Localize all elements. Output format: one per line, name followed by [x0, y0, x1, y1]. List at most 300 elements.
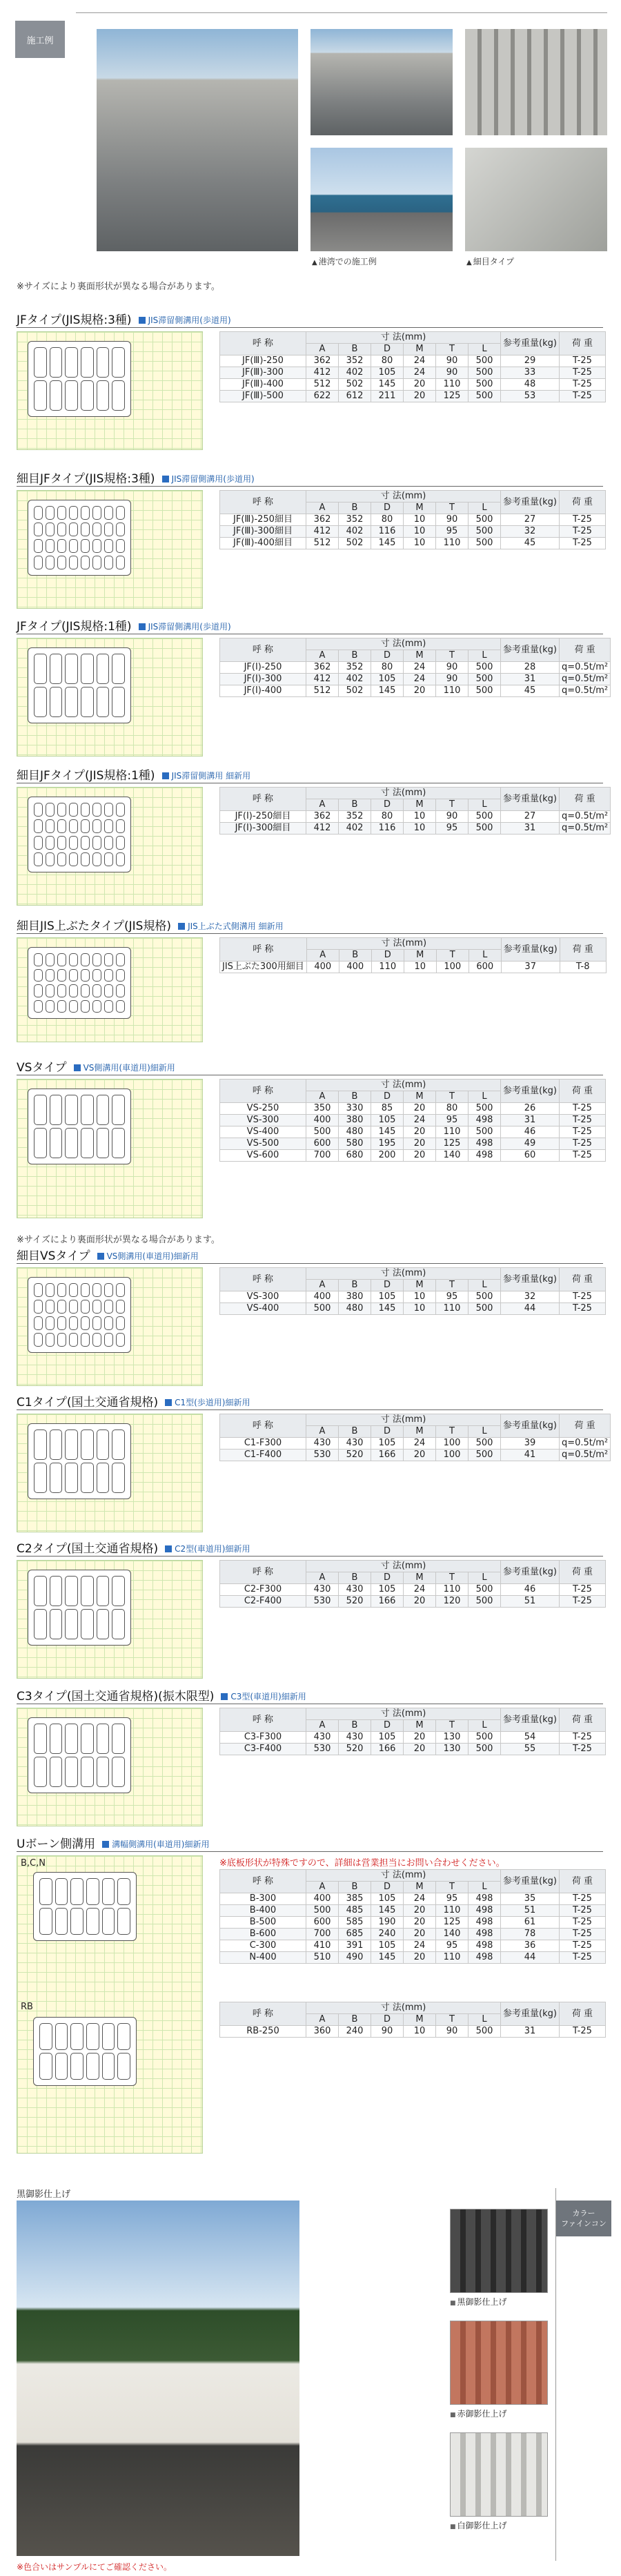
- photo-guardrail: [310, 29, 453, 135]
- table-cell: 211: [371, 391, 404, 402]
- section-subtitle: 溝幅側溝用(車道用)細新用: [102, 1838, 209, 1851]
- table-cell: 500: [469, 1584, 501, 1596]
- table-cell: C2-F300: [220, 1584, 306, 1596]
- table-cell: 430: [339, 1732, 371, 1744]
- table-cell: T-25: [559, 379, 605, 391]
- table-row: [220, 1940, 606, 1952]
- table-cell: q=0.5t/m²: [559, 823, 610, 835]
- table-cell: 20: [404, 1732, 436, 1744]
- table-header-cell: B: [339, 1882, 371, 1893]
- table-header-cell: 呼 称: [220, 2002, 306, 2026]
- table-cell: 10: [404, 2026, 436, 2038]
- table-header-cell: 荷 重: [560, 938, 606, 962]
- table-header-cell: 呼 称: [220, 491, 306, 514]
- table-cell: 80: [371, 514, 404, 526]
- table-row: [220, 355, 606, 367]
- table-row: [220, 391, 606, 402]
- table-cell: B-600: [220, 1929, 306, 1940]
- table-header-cell: 参考重量(kg): [501, 1870, 560, 1893]
- table-cell: 90: [436, 514, 469, 526]
- table-cell: 10: [404, 811, 436, 823]
- spec-table: [219, 787, 611, 835]
- table-cell: 500: [469, 1103, 501, 1115]
- section-title-text: 細目JFタイプ(JIS規格:3種): [17, 472, 155, 486]
- table-row: [220, 538, 606, 549]
- table-cell: 53: [501, 391, 560, 402]
- table-cell: T-25: [559, 526, 605, 538]
- table-cell: 502: [339, 685, 371, 697]
- table-cell: q=0.5t/m²: [559, 811, 610, 823]
- section-title: [17, 312, 603, 328]
- section-subtitle: JIS滞留側溝用(歩道用): [139, 621, 231, 634]
- section-title: [17, 918, 603, 934]
- table-cell: 44: [501, 1303, 560, 1315]
- table-header-cell: B: [339, 1426, 371, 1438]
- table-cell: 33: [501, 367, 560, 379]
- table-cell: 90: [436, 811, 469, 823]
- table-header-cell: 寸 法(mm): [306, 491, 501, 502]
- table-header-cell: 寸 法(mm): [306, 332, 501, 344]
- section-title: [17, 1248, 603, 1264]
- table-header-cell: T: [436, 1572, 469, 1584]
- table-cell: 498: [469, 1150, 501, 1162]
- table-cell: JF(Ⅰ)-250: [220, 662, 306, 674]
- table-cell: 60: [501, 1150, 560, 1162]
- table-cell: 700: [306, 1929, 339, 1940]
- table-cell: 28: [501, 662, 560, 674]
- table-cell: 145: [371, 379, 404, 391]
- table-cell: 10: [404, 1303, 436, 1315]
- table-cell: 95: [436, 1115, 469, 1126]
- table-cell: 330: [339, 1103, 371, 1115]
- table-header-cell: M: [404, 799, 436, 811]
- table-header-cell: A: [306, 2014, 339, 2026]
- table-cell: 498: [469, 1952, 501, 1964]
- table-header-cell: T: [436, 650, 469, 662]
- table-header-cell: B: [339, 1720, 371, 1732]
- spec-table: [219, 1869, 606, 1964]
- table-header-cell: 呼 称: [220, 1414, 306, 1438]
- table-cell: 498: [469, 1893, 501, 1905]
- table-cell: 402: [339, 674, 371, 685]
- table-cell: 502: [339, 379, 371, 391]
- table-cell: 80: [371, 811, 404, 823]
- grating-drawing: [28, 341, 131, 417]
- table-cell: 26: [501, 1103, 560, 1115]
- table-cell: 360: [306, 2026, 339, 2038]
- table-header-cell: 呼 称: [220, 1870, 306, 1893]
- size-note-2: ※サイズにより裏面形状が異なる場合があります。: [17, 1235, 220, 1245]
- swatch-black-label: ■ 黒御影仕上げ: [450, 2296, 507, 2307]
- table-header-cell: L: [469, 650, 501, 662]
- table-cell: 400: [306, 1893, 339, 1905]
- table-row: [220, 1126, 606, 1138]
- table-cell: 27: [501, 811, 560, 823]
- table-row: [220, 379, 606, 391]
- table-cell: q=0.5t/m²: [559, 685, 610, 697]
- table-header-cell: A: [306, 344, 339, 355]
- table-cell: 39: [501, 1438, 560, 1450]
- table-cell: 90: [436, 2026, 469, 2038]
- spec-table: [219, 1560, 606, 1608]
- table-cell: T-25: [559, 355, 605, 367]
- grating-drawing: [28, 1570, 131, 1646]
- table-cell: 402: [339, 367, 371, 379]
- table-cell: 500: [469, 379, 501, 391]
- table-cell: T-25: [559, 1744, 605, 1755]
- spec-table: [219, 331, 606, 402]
- table-cell: 490: [339, 1952, 371, 1964]
- grate-label: RB: [21, 2002, 33, 2012]
- photo-wall: [17, 2201, 299, 2556]
- spec-table: [219, 638, 611, 697]
- table-header-cell: 荷 重: [559, 1561, 605, 1584]
- table-cell: 110: [436, 1905, 469, 1917]
- table-header-cell: 寸 法(mm): [306, 638, 501, 650]
- table-cell: JF(Ⅲ)-400細目: [220, 538, 306, 549]
- table-header-cell: D: [371, 1091, 404, 1103]
- spec-table: [219, 2002, 606, 2038]
- table-cell: 100: [436, 1438, 469, 1450]
- table-cell: 412: [306, 367, 339, 379]
- table-cell: 412: [306, 526, 339, 538]
- table-header-cell: M: [404, 1720, 436, 1732]
- table-cell: 24: [404, 1940, 436, 1952]
- grating-drawing: [28, 797, 131, 872]
- table-header-cell: L: [469, 1426, 501, 1438]
- table-header-cell: M: [404, 1882, 436, 1893]
- section-title: [17, 768, 603, 783]
- table-header-cell: A: [306, 1572, 339, 1584]
- table-header-cell: 参考重量(kg): [501, 2002, 560, 2026]
- table-row: [220, 514, 606, 526]
- table-header-cell: 荷 重: [559, 332, 605, 355]
- table-cell: 24: [404, 1893, 436, 1905]
- table-header-cell: T: [436, 2014, 469, 2026]
- table-header-cell: 呼 称: [220, 938, 307, 962]
- table-header-cell: T: [436, 502, 469, 514]
- table-cell: 80: [371, 662, 404, 674]
- table-cell: T-25: [559, 1126, 605, 1138]
- table-header-cell: 寸 法(mm): [306, 1414, 501, 1426]
- table-cell: T-25: [559, 1732, 605, 1744]
- table-cell: 140: [436, 1929, 469, 1940]
- table-header-cell: L: [469, 344, 501, 355]
- table-cell: 502: [339, 538, 371, 549]
- table-cell: q=0.5t/m²: [559, 1438, 610, 1450]
- table-cell: T-25: [559, 1905, 605, 1917]
- table-cell: 90: [436, 674, 469, 685]
- table-cell: T-25: [559, 2026, 605, 2038]
- table-cell: 130: [436, 1744, 469, 1755]
- section-title-text: VSタイプ: [17, 1061, 67, 1075]
- table-cell: 20: [404, 1952, 436, 1964]
- section-title-text: 細目JIS上ぶたタイプ(JIS規格): [17, 919, 172, 933]
- table-cell: 120: [436, 1596, 469, 1608]
- table-header-cell: B: [339, 799, 371, 811]
- table-header-cell: B: [339, 2014, 371, 2026]
- table-cell: 430: [306, 1732, 339, 1744]
- spec-table: [219, 1414, 611, 1461]
- table-row: [220, 1103, 606, 1115]
- table-cell: 430: [306, 1584, 339, 1596]
- table-cell: 10: [404, 526, 436, 538]
- spec-table: [219, 1267, 606, 1315]
- table-cell: T-25: [559, 1584, 605, 1596]
- table-cell: 20: [404, 1450, 436, 1461]
- table-cell: 500: [469, 1291, 501, 1303]
- table-cell: 512: [306, 685, 339, 697]
- table-row: [220, 1150, 606, 1162]
- table-cell: VS-300: [220, 1291, 306, 1303]
- table-cell: 700: [306, 1150, 339, 1162]
- table-header-cell: M: [404, 1572, 436, 1584]
- table-cell: 145: [371, 1905, 404, 1917]
- table-cell: 200: [371, 1150, 404, 1162]
- table-cell: 116: [371, 823, 404, 835]
- table-cell: 500: [469, 367, 501, 379]
- table-header-cell: 寸 法(mm): [306, 1561, 501, 1572]
- table-cell: 61: [501, 1917, 560, 1929]
- table-cell: 45: [501, 538, 560, 549]
- table-row: [220, 1303, 606, 1315]
- table-cell: VS-300: [220, 1115, 306, 1126]
- table-header-cell: 寸 法(mm): [306, 1080, 501, 1091]
- table-header-cell: 荷 重: [559, 638, 610, 662]
- table-header-cell: A: [306, 1091, 339, 1103]
- table-header-cell: 寸 法(mm): [306, 938, 501, 950]
- table-cell: 500: [469, 1596, 501, 1608]
- table-header-cell: 寸 法(mm): [306, 2002, 501, 2014]
- section-title-text: C2タイプ(国土交通省規格): [17, 1542, 159, 1556]
- table-row: [220, 1905, 606, 1917]
- table-cell: 10: [404, 823, 436, 835]
- table-cell: 500: [469, 538, 501, 549]
- table-cell: T-25: [559, 1940, 605, 1952]
- table-cell: JF(Ⅲ)-400: [220, 379, 306, 391]
- table-cell: B-400: [220, 1905, 306, 1917]
- table-cell: 498: [469, 1905, 501, 1917]
- section-title-text: JFタイプ(JIS規格:3種): [17, 313, 132, 327]
- section-title-text: 細目JFタイプ(JIS規格:1種): [17, 769, 155, 783]
- table-cell: 400: [306, 1115, 339, 1126]
- table-cell: C1-F400: [220, 1450, 306, 1461]
- table-cell: C2-F400: [220, 1596, 306, 1608]
- table-row: [220, 2026, 606, 2038]
- table-header-cell: D: [371, 1720, 404, 1732]
- table-header-cell: 参考重量(kg): [501, 332, 560, 355]
- section-title-text: Uボーン側溝用: [17, 1837, 96, 1851]
- table-header-cell: 寸 法(mm): [306, 1708, 501, 1720]
- table-header-cell: 荷 重: [559, 788, 610, 811]
- table-cell: 412: [306, 823, 339, 835]
- table-header-cell: B: [339, 1091, 371, 1103]
- table-header-cell: 呼 称: [220, 1080, 306, 1103]
- table-header-cell: T: [436, 799, 469, 811]
- table-cell: 530: [306, 1596, 339, 1608]
- table-row: [220, 1450, 611, 1461]
- table-cell: 31: [501, 823, 560, 835]
- table-cell: 145: [371, 538, 404, 549]
- table-cell: 41: [501, 1450, 560, 1461]
- table-cell: T-25: [559, 1303, 605, 1315]
- table-header-cell: 荷 重: [559, 2002, 605, 2026]
- table-cell: 362: [306, 514, 339, 526]
- table-row: [220, 1115, 606, 1126]
- grating-drawing: [33, 1872, 137, 1941]
- table-cell: 500: [469, 1126, 501, 1138]
- table-cell: VS-250: [220, 1103, 306, 1115]
- section-title: [17, 618, 603, 634]
- table-cell: 500: [306, 1126, 339, 1138]
- color-finecon-box: カラー ファインコン: [556, 2201, 611, 2236]
- table-header-cell: 寸 法(mm): [306, 1870, 501, 1882]
- table-cell: 51: [501, 1596, 560, 1608]
- table-cell: 55: [501, 1744, 560, 1755]
- table-cell: 24: [404, 355, 436, 367]
- section-title-text: C3タイプ(国土交通省規格)(振木限型): [17, 1690, 215, 1704]
- table-row: [220, 662, 611, 674]
- table-header-cell: A: [306, 502, 339, 514]
- table-header-cell: T: [436, 950, 469, 962]
- table-cell: 100: [436, 962, 469, 973]
- table-cell: 685: [339, 1929, 371, 1940]
- table-cell: 240: [371, 1929, 404, 1940]
- table-cell: 391: [339, 1940, 371, 1952]
- table-cell: 125: [436, 1917, 469, 1929]
- table-cell: 80: [436, 1103, 469, 1115]
- grating-drawing: [28, 500, 131, 576]
- table-cell: 166: [371, 1450, 404, 1461]
- table-header-cell: 呼 称: [220, 1268, 306, 1291]
- table-cell: 600: [306, 1917, 339, 1929]
- table-header-cell: D: [371, 1882, 404, 1893]
- table-header-cell: L: [469, 799, 501, 811]
- table-cell: T-25: [559, 1917, 605, 1929]
- table-cell: 110: [436, 685, 469, 697]
- grating-drawing: [28, 1089, 131, 1164]
- table-cell: T-25: [559, 1929, 605, 1940]
- swatch-white-label: ■ 白御影仕上げ: [450, 2519, 507, 2531]
- divider: [76, 12, 607, 13]
- table-header-cell: B: [339, 344, 371, 355]
- table-header-cell: D: [371, 344, 404, 355]
- table-cell: 54: [501, 1732, 560, 1744]
- table-cell: 498: [469, 1115, 501, 1126]
- table-header-cell: D: [371, 502, 404, 514]
- section-subtitle: JIS滞留側溝用 細新用: [162, 770, 251, 783]
- table-cell: 90: [436, 355, 469, 367]
- table-cell: 350: [306, 1103, 339, 1115]
- table-header-cell: 呼 称: [220, 332, 306, 355]
- table-cell: 500: [306, 1303, 339, 1315]
- table-cell: 44: [501, 1952, 560, 1964]
- table-cell: 400: [306, 1291, 339, 1303]
- table-header-cell: 呼 称: [220, 788, 306, 811]
- table-cell: B-500: [220, 1917, 306, 1929]
- table-cell: 500: [469, 685, 501, 697]
- divider: [555, 2188, 556, 2561]
- table-row: [220, 1744, 606, 1755]
- table-header-cell: 参考重量(kg): [501, 491, 560, 514]
- swatch-white: [450, 2432, 548, 2517]
- table-cell: 24: [404, 674, 436, 685]
- table-cell: 500: [469, 2026, 501, 2038]
- table-cell: 90: [371, 2026, 404, 2038]
- table-cell: 35: [501, 1893, 560, 1905]
- table-cell: 500: [469, 674, 501, 685]
- table-cell: JF(Ⅰ)-250細目: [220, 811, 306, 823]
- table-cell: 24: [404, 367, 436, 379]
- table-header-cell: 参考重量(kg): [501, 938, 560, 962]
- table-cell: 95: [436, 1893, 469, 1905]
- spec-table: [219, 937, 607, 973]
- photo-harbor: [310, 148, 453, 251]
- table-cell: 105: [371, 1115, 404, 1126]
- table-cell: q=0.5t/m²: [559, 662, 610, 674]
- table-cell: 20: [404, 379, 436, 391]
- table-cell: 166: [371, 1596, 404, 1608]
- table-cell: 110: [371, 962, 404, 973]
- table-cell: JF(Ⅲ)-300細目: [220, 526, 306, 538]
- table-header-cell: 荷 重: [559, 1870, 605, 1893]
- table-cell: 10: [404, 538, 436, 549]
- table-cell: T-25: [559, 1103, 605, 1115]
- table-cell: 95: [436, 526, 469, 538]
- table-cell: 37: [501, 962, 560, 973]
- caption-harbor: ▲ 港湾での施工例: [312, 255, 377, 267]
- table-cell: 110: [436, 1126, 469, 1138]
- table-cell: 36: [501, 1940, 560, 1952]
- table-cell: 498: [469, 1138, 501, 1150]
- table-cell: 27: [501, 514, 560, 526]
- table-cell: JF(Ⅲ)-300: [220, 367, 306, 379]
- table-cell: 362: [306, 355, 339, 367]
- table-cell: 680: [339, 1150, 371, 1162]
- table-header-cell: T: [436, 1091, 469, 1103]
- table-cell: JF(Ⅲ)-250: [220, 355, 306, 367]
- table-header-cell: M: [404, 2014, 436, 2026]
- table-cell: 402: [339, 526, 371, 538]
- table-cell: 20: [404, 1126, 436, 1138]
- table-row: [220, 962, 607, 973]
- table-cell: 145: [371, 1952, 404, 1964]
- table-cell: T-25: [559, 1138, 605, 1150]
- table-cell: 510: [306, 1952, 339, 1964]
- table-cell: T-8: [560, 962, 606, 973]
- table-header-cell: M: [404, 1280, 436, 1291]
- table-cell: 512: [306, 379, 339, 391]
- table-header-cell: A: [306, 950, 339, 962]
- table-header-cell: 荷 重: [559, 1268, 605, 1291]
- table-cell: 20: [404, 1103, 436, 1115]
- finish-heading: 黒御影仕上げ: [17, 2189, 71, 2200]
- table-cell: 166: [371, 1744, 404, 1755]
- table-cell: 500: [469, 355, 501, 367]
- table-header-cell: L: [469, 1280, 501, 1291]
- section-title-text: JFタイプ(JIS規格:1種): [17, 620, 132, 634]
- table-header-cell: D: [371, 1280, 404, 1291]
- table-header-cell: 呼 称: [220, 638, 306, 662]
- table-cell: 95: [436, 823, 469, 835]
- table-row: [220, 823, 611, 835]
- spec-table: [219, 1708, 606, 1755]
- table-row: [220, 1952, 606, 1964]
- table-row: [220, 1929, 606, 1940]
- table-cell: 500: [469, 526, 501, 538]
- size-note: ※サイズにより裏面形状が異なる場合があります。: [17, 282, 220, 292]
- table-cell: 520: [339, 1450, 371, 1461]
